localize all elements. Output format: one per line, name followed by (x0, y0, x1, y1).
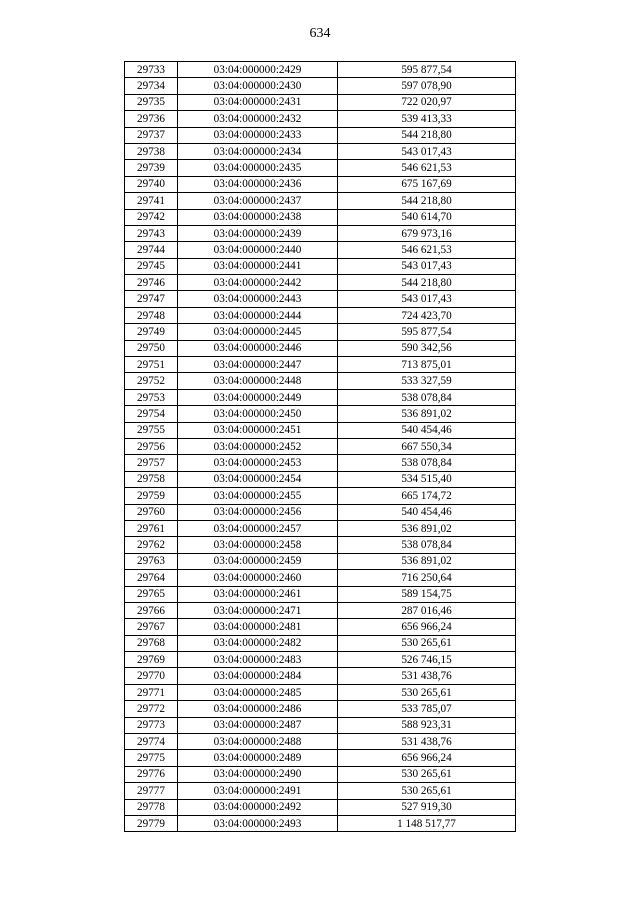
row-number-cell: 29736 (125, 111, 178, 127)
row-number-cell: 29741 (125, 193, 178, 209)
table-row (125, 389, 516, 405)
cadastral-value-cell: 656 966,24 (338, 619, 516, 635)
table-row (125, 455, 516, 471)
row-number-cell: 29734 (125, 78, 178, 94)
row-number-cell: 29748 (125, 307, 178, 323)
table-row (125, 520, 516, 536)
table-row (125, 652, 516, 668)
cadastral-number-cell: 03:04:000000:2443 (178, 291, 338, 307)
table-row (125, 78, 516, 94)
row-number-cell: 29770 (125, 668, 178, 684)
cadastral-number-cell: 03:04:000000:2490 (178, 766, 338, 782)
cadastral-value-cell: 597 078,90 (338, 78, 516, 94)
cadastral-number-cell: 03:04:000000:2459 (178, 553, 338, 569)
table-row (125, 275, 516, 291)
cadastral-number-cell: 03:04:000000:2489 (178, 750, 338, 766)
table-row (125, 602, 516, 618)
cadastral-value-cell: 530 265,61 (338, 783, 516, 799)
table-row (125, 570, 516, 586)
page-number: 634 (309, 26, 331, 41)
cadastral-value-cell: 595 877,54 (338, 62, 516, 78)
row-number-cell: 29775 (125, 750, 178, 766)
table-row (125, 307, 516, 323)
cadastral-value-cell: 536 891,02 (338, 553, 516, 569)
row-number-cell: 29772 (125, 701, 178, 717)
cadastral-number-cell: 03:04:000000:2457 (178, 520, 338, 536)
cadastral-value-cell: 667 550,34 (338, 438, 516, 454)
cadastral-value-table (124, 61, 516, 832)
table-row (125, 586, 516, 602)
table-row (125, 127, 516, 143)
cadastral-number-cell: 03:04:000000:2455 (178, 488, 338, 504)
row-number-cell: 29769 (125, 652, 178, 668)
cadastral-number-cell: 03:04:000000:2485 (178, 684, 338, 700)
cadastral-number-cell: 03:04:000000:2439 (178, 225, 338, 241)
table-row (125, 684, 516, 700)
table-row (125, 488, 516, 504)
row-number-cell: 29774 (125, 734, 178, 750)
cadastral-value-cell: 722 020,97 (338, 94, 516, 110)
row-number-cell: 29756 (125, 438, 178, 454)
cadastral-number-cell: 03:04:000000:2437 (178, 193, 338, 209)
cadastral-value-cell: 544 218,80 (338, 193, 516, 209)
row-number-cell: 29779 (125, 815, 178, 831)
cadastral-number-cell: 03:04:000000:2482 (178, 635, 338, 651)
row-number-cell: 29742 (125, 209, 178, 225)
cadastral-number-cell: 03:04:000000:2434 (178, 143, 338, 159)
cadastral-number-cell: 03:04:000000:2431 (178, 94, 338, 110)
table-row (125, 111, 516, 127)
cadastral-value-cell: 588 923,31 (338, 717, 516, 733)
row-number-cell: 29747 (125, 291, 178, 307)
cadastral-value-cell: 665 174,72 (338, 488, 516, 504)
row-number-cell: 29752 (125, 373, 178, 389)
cadastral-value-cell: 540 454,46 (338, 504, 516, 520)
row-number-cell: 29762 (125, 537, 178, 553)
cadastral-value-cell: 538 078,84 (338, 455, 516, 471)
cadastral-value-cell: 527 919,30 (338, 799, 516, 815)
cadastral-value-cell: 530 265,61 (338, 635, 516, 651)
table-row (125, 668, 516, 684)
table-row (125, 734, 516, 750)
table-row (125, 701, 516, 717)
table-row (125, 815, 516, 831)
cadastral-number-cell: 03:04:000000:2447 (178, 357, 338, 373)
cadastral-value-cell: 540 454,46 (338, 422, 516, 438)
table-row (125, 357, 516, 373)
table-row (125, 799, 516, 815)
table-row (125, 291, 516, 307)
cadastral-value-cell: 287 016,46 (338, 602, 516, 618)
cadastral-value-cell: 538 078,84 (338, 389, 516, 405)
table-row (125, 62, 516, 78)
cadastral-value-cell: 530 265,61 (338, 766, 516, 782)
row-number-cell: 29735 (125, 94, 178, 110)
row-number-cell: 29766 (125, 602, 178, 618)
row-number-cell: 29738 (125, 143, 178, 159)
table-row (125, 209, 516, 225)
table-body (125, 62, 516, 832)
cadastral-number-cell: 03:04:000000:2483 (178, 652, 338, 668)
table-row (125, 340, 516, 356)
row-number-cell: 29755 (125, 422, 178, 438)
cadastral-value-cell: 538 078,84 (338, 537, 516, 553)
row-number-cell: 29758 (125, 471, 178, 487)
table-row (125, 242, 516, 258)
row-number-cell: 29764 (125, 570, 178, 586)
table-row (125, 422, 516, 438)
cadastral-value-cell: 1 148 517,77 (338, 815, 516, 831)
table-row (125, 750, 516, 766)
cadastral-value-cell: 526 746,15 (338, 652, 516, 668)
table-row (125, 438, 516, 454)
row-number-cell: 29745 (125, 258, 178, 274)
row-number-cell: 29754 (125, 406, 178, 422)
row-number-cell: 29743 (125, 225, 178, 241)
table-row (125, 471, 516, 487)
cadastral-value-cell: 544 218,80 (338, 127, 516, 143)
cadastral-number-cell: 03:04:000000:2450 (178, 406, 338, 422)
cadastral-number-cell: 03:04:000000:2488 (178, 734, 338, 750)
cadastral-value-cell: 530 265,61 (338, 684, 516, 700)
cadastral-number-cell: 03:04:000000:2436 (178, 176, 338, 192)
cadastral-number-cell: 03:04:000000:2492 (178, 799, 338, 815)
row-number-cell: 29777 (125, 783, 178, 799)
cadastral-number-cell: 03:04:000000:2445 (178, 324, 338, 340)
cadastral-value-cell: 546 621,53 (338, 160, 516, 176)
cadastral-number-cell: 03:04:000000:2454 (178, 471, 338, 487)
row-number-cell: 29746 (125, 275, 178, 291)
cadastral-value-cell: 590 342,56 (338, 340, 516, 356)
cadastral-value-cell: 589 154,75 (338, 586, 516, 602)
row-number-cell: 29773 (125, 717, 178, 733)
cadastral-value-cell: 679 973,16 (338, 225, 516, 241)
table-row (125, 94, 516, 110)
cadastral-value-cell: 536 891,02 (338, 406, 516, 422)
table-row (125, 176, 516, 192)
cadastral-number-cell: 03:04:000000:2487 (178, 717, 338, 733)
row-number-cell: 29759 (125, 488, 178, 504)
table-row (125, 225, 516, 241)
cadastral-value-cell: 533 785,07 (338, 701, 516, 717)
cadastral-number-cell: 03:04:000000:2432 (178, 111, 338, 127)
row-number-cell: 29744 (125, 242, 178, 258)
table-row (125, 766, 516, 782)
cadastral-number-cell: 03:04:000000:2433 (178, 127, 338, 143)
cadastral-value-cell: 546 621,53 (338, 242, 516, 258)
cadastral-value-cell: 675 167,69 (338, 176, 516, 192)
cadastral-number-cell: 03:04:000000:2486 (178, 701, 338, 717)
cadastral-number-cell: 03:04:000000:2429 (178, 62, 338, 78)
row-number-cell: 29761 (125, 520, 178, 536)
table-row (125, 553, 516, 569)
cadastral-number-cell: 03:04:000000:2442 (178, 275, 338, 291)
cadastral-value-cell: 595 877,54 (338, 324, 516, 340)
table-row (125, 406, 516, 422)
cadastral-value-cell: 540 614,70 (338, 209, 516, 225)
table-row (125, 143, 516, 159)
table-row (125, 504, 516, 520)
table-row (125, 324, 516, 340)
cadastral-number-cell: 03:04:000000:2456 (178, 504, 338, 520)
table-row (125, 373, 516, 389)
row-number-cell: 29749 (125, 324, 178, 340)
cadastral-number-cell: 03:04:000000:2484 (178, 668, 338, 684)
row-number-cell: 29753 (125, 389, 178, 405)
cadastral-value-cell: 536 891,02 (338, 520, 516, 536)
cadastral-number-cell: 03:04:000000:2440 (178, 242, 338, 258)
row-number-cell: 29740 (125, 176, 178, 192)
cadastral-number-cell: 03:04:000000:2438 (178, 209, 338, 225)
cadastral-number-cell: 03:04:000000:2449 (178, 389, 338, 405)
row-number-cell: 29778 (125, 799, 178, 815)
table-row (125, 717, 516, 733)
cadastral-value-cell: 713 875,01 (338, 357, 516, 373)
cadastral-number-cell: 03:04:000000:2481 (178, 619, 338, 635)
row-number-cell: 29757 (125, 455, 178, 471)
row-number-cell: 29767 (125, 619, 178, 635)
cadastral-number-cell: 03:04:000000:2435 (178, 160, 338, 176)
cadastral-value-cell: 533 327,59 (338, 373, 516, 389)
row-number-cell: 29765 (125, 586, 178, 602)
cadastral-value-cell: 531 438,76 (338, 668, 516, 684)
cadastral-value-cell: 531 438,76 (338, 734, 516, 750)
cadastral-number-cell: 03:04:000000:2452 (178, 438, 338, 454)
cadastral-number-cell: 03:04:000000:2491 (178, 783, 338, 799)
cadastral-value-cell: 543 017,43 (338, 258, 516, 274)
table-row (125, 160, 516, 176)
table-row (125, 783, 516, 799)
table-row (125, 537, 516, 553)
cadastral-number-cell: 03:04:000000:2453 (178, 455, 338, 471)
cadastral-value-cell: 543 017,43 (338, 143, 516, 159)
cadastral-number-cell: 03:04:000000:2460 (178, 570, 338, 586)
table-row (125, 619, 516, 635)
row-number-cell: 29737 (125, 127, 178, 143)
cadastral-value-cell: 544 218,80 (338, 275, 516, 291)
cadastral-number-cell: 03:04:000000:2458 (178, 537, 338, 553)
cadastral-value-cell: 656 966,24 (338, 750, 516, 766)
row-number-cell: 29733 (125, 62, 178, 78)
row-number-cell: 29763 (125, 553, 178, 569)
row-number-cell: 29760 (125, 504, 178, 520)
row-number-cell: 29751 (125, 357, 178, 373)
row-number-cell: 29776 (125, 766, 178, 782)
cadastral-value-cell: 543 017,43 (338, 291, 516, 307)
cadastral-number-cell: 03:04:000000:2444 (178, 307, 338, 323)
cadastral-value-cell: 716 250,64 (338, 570, 516, 586)
cadastral-number-cell: 03:04:000000:2441 (178, 258, 338, 274)
cadastral-number-cell: 03:04:000000:2451 (178, 422, 338, 438)
table-row (125, 635, 516, 651)
row-number-cell: 29739 (125, 160, 178, 176)
row-number-cell: 29768 (125, 635, 178, 651)
row-number-cell: 29750 (125, 340, 178, 356)
cadastral-number-cell: 03:04:000000:2430 (178, 78, 338, 94)
cadastral-value-cell: 724 423,70 (338, 307, 516, 323)
table-row (125, 258, 516, 274)
row-number-cell: 29771 (125, 684, 178, 700)
cadastral-number-cell: 03:04:000000:2461 (178, 586, 338, 602)
cadastral-number-cell: 03:04:000000:2471 (178, 602, 338, 618)
cadastral-number-cell: 03:04:000000:2446 (178, 340, 338, 356)
cadastral-value-cell: 534 515,40 (338, 471, 516, 487)
table-row (125, 193, 516, 209)
cadastral-value-cell: 539 413,33 (338, 111, 516, 127)
cadastral-number-cell: 03:04:000000:2493 (178, 815, 338, 831)
cadastral-number-cell: 03:04:000000:2448 (178, 373, 338, 389)
